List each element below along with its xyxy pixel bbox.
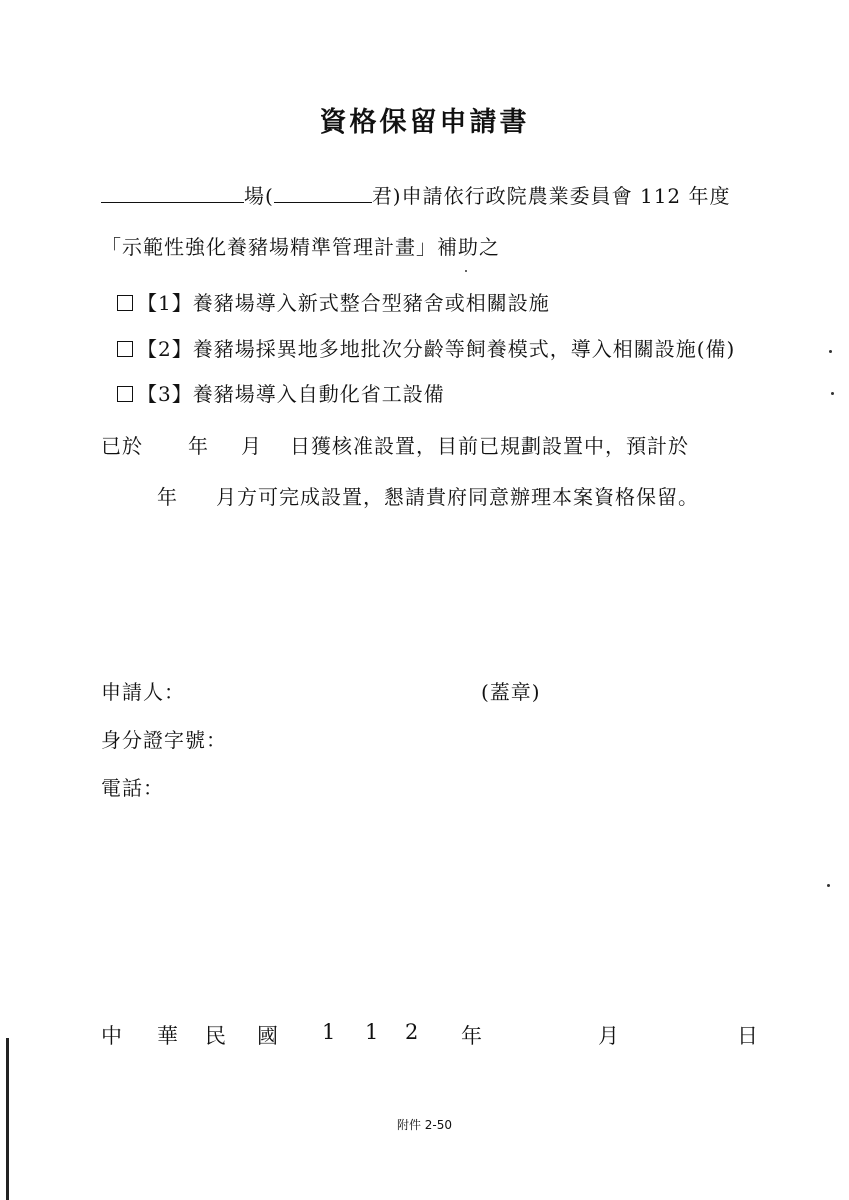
date-day-label: 日 — [737, 1024, 758, 1048]
scan-speck — [831, 392, 834, 395]
approval-suffix: 日獲核准設置，目前已規劃設置中，預計於 — [290, 434, 689, 458]
date-era-4: 國 — [257, 1024, 278, 1048]
scan-speck — [465, 270, 467, 272]
scan-speck — [827, 884, 830, 887]
farm-name-blank[interactable] — [101, 184, 244, 203]
item-2-label: 【2】養豬場採異地多地批次分齡等飼養模式，導入相關設施(備) — [137, 337, 736, 361]
list-item[interactable] — [117, 287, 550, 316]
item-1-label: 【1】養豬場導入新式整合型豬舍或相關設施 — [137, 291, 550, 315]
approval-prefix: 已於 — [101, 434, 143, 458]
checkbox-item-3[interactable] — [117, 386, 133, 402]
program-name-line: 「示範性強化養豬場精準管理計畫」補助之 — [101, 235, 500, 259]
id-number-label: 身分證字號： — [101, 728, 227, 752]
checkbox-item-2[interactable] — [117, 341, 133, 357]
applicant-label: 申請人： — [101, 680, 185, 704]
line1-text: 君)申請依行政院農業委員會 112 年度 — [371, 184, 731, 208]
applicant-farm-line — [101, 180, 731, 209]
checkbox-item-1[interactable] — [117, 295, 133, 311]
date-year-digit-1: 1 — [322, 1020, 336, 1044]
page-number: 附件 2-50 — [396, 1118, 453, 1132]
date-era-2: 華 — [157, 1024, 178, 1048]
approval-year-label: 年 — [188, 434, 209, 458]
owner-name-blank[interactable] — [274, 184, 372, 203]
date-year-digit-2: 1 — [365, 1020, 379, 1044]
list-item[interactable] — [117, 333, 735, 362]
scan-edge-mark — [6, 1038, 9, 1200]
document-title: 資格保留申請書 — [319, 107, 530, 138]
completion-year-label: 年 — [157, 485, 178, 509]
date-era-3: 民 — [205, 1024, 226, 1048]
date-year-digit-3: 2 — [405, 1020, 419, 1044]
completion-suffix: 月方可完成設置，懇請貴府同意辦理本案資格保留。 — [216, 485, 699, 509]
phone-label: 電話： — [101, 776, 164, 800]
item-3-label: 【3】養豬場導入自動化省工設備 — [137, 382, 445, 406]
completion-date-line — [157, 481, 699, 510]
date-era-1: 中 — [101, 1024, 122, 1048]
scan-speck — [829, 350, 832, 353]
date-year-label: 年 — [461, 1024, 482, 1048]
seal-label: (蓋章) — [481, 680, 541, 704]
list-item[interactable] — [117, 378, 445, 407]
approval-month-label: 月 — [241, 434, 262, 458]
farm-suffix: 場( — [244, 184, 274, 208]
date-month-label: 月 — [598, 1024, 619, 1048]
approval-date-line — [101, 430, 689, 459]
